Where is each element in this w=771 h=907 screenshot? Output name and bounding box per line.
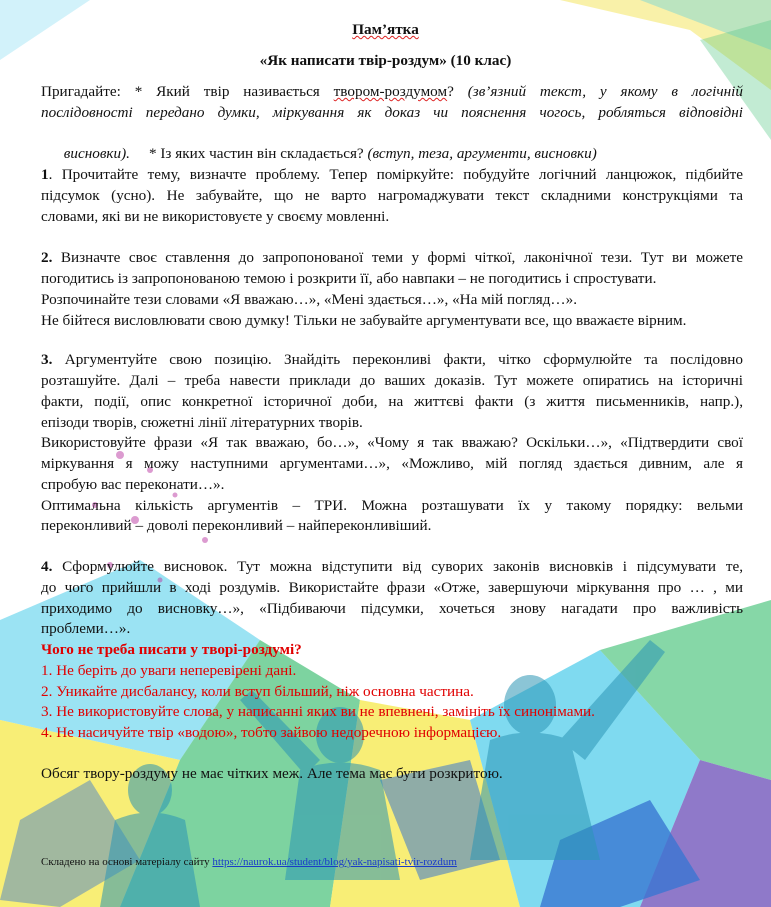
closing-note: Обсяг твору-роздуму не має чітких меж. Але тема має бути розкритою. xyxy=(41,765,503,782)
step-1-line: 1. Прочитайте тему, визначте проблему. Тепер поміркуйте: побудуйте логічний ланцюжок, підбийте xyxy=(41,166,743,183)
step-2-line: погодитись із запропонованою темою і розкрити її, або навпаки – не погодитись і спростувати. xyxy=(41,270,657,287)
warning-item: 3. Не використовуйте слова, у написанні яких ви не впевнені, замініть їх синонімами. xyxy=(41,703,595,720)
page-title: Пам’ятка xyxy=(352,21,419,38)
warnings-heading: Чого не треба писати у творі-роздумі? xyxy=(41,641,302,658)
step-2-line: Розпочинайте тези словами «Я вважаю…», «Мені здається…», «На мій погляд…». xyxy=(41,291,577,308)
intro-line: послідовності передано думки, міркування як доказ чи пояснення чогось, робляться відповідні xyxy=(41,104,743,121)
step-2-line: 2. Визначте своє ставлення до запропонованої теми у формі чіткої, лаконічної тези. Тут ви можете xyxy=(41,249,743,266)
warning-item: 2. Уникайте дисбалансу, коли вступ більший, ніж основна частина. xyxy=(41,683,474,700)
page-subtitle: «Як написати твір-роздум» (10 клас) xyxy=(259,52,512,69)
step-3-line: факти, події, опис конкретної історичної доби, на життєві факти (з життя письменників, напр.), xyxy=(41,393,743,410)
step-3-line: спробую вас переконати…». xyxy=(41,476,225,493)
step-3-line: епізоди творів, сюжетні лінії літературних творів. xyxy=(41,414,363,431)
step-4-line: 4. Сформулюйте висновок. Тут можна відступити від суворих законів висновків і підсумувати те, xyxy=(41,558,743,575)
step-3-line: Оптимальна кількість аргументів – ТРИ. Можна розташувати їх у такому порядку: вельми xyxy=(41,497,743,514)
warning-item: 4. Не насичуйте твір «водою», тобто зайвою недоречною інформацією. xyxy=(41,724,502,741)
step-1-line: словами, які ви не використовуєте у своєму мовленні. xyxy=(41,208,390,225)
step-4-line: приходимо до висновку…», «Підбиваючи підсумки, хочеться знову нагадати про важливість xyxy=(41,600,743,617)
step-4-line: до чого прийшли в ході роздумів. Використайте фрази «Отже, завершуючи міркування про … , ми xyxy=(41,579,743,596)
source-footer: Складено на основі матеріалу сайту https://naurok.ua/student/blog/yak-napisati-tvir-rozdum xyxy=(41,856,457,868)
step-1-line: підсумок (усно). Не забувайте, що не варто нагромаджувати текст складними конструкціями та xyxy=(41,187,743,204)
source-link[interactable]: https://naurok.ua/student/blog/yak-napisati-tvir-rozdum xyxy=(212,856,457,868)
warning-item: 1. Не беріть до уваги неперевірені дані. xyxy=(41,662,297,679)
intro-line: Пригадайте: * Який твір називається твором-роздумом? (зв’язний текст, у якому в логічній xyxy=(41,83,743,100)
intro-line: висновки). * Із яких частин він складається? (вступ, теза, аргументи, висновки) xyxy=(63,145,597,162)
step-3-line: Використовуйте фрази «Я так вважаю, бо…», «Чому я так вважаю? Оскільки…», «Підтвердити свої xyxy=(41,434,743,451)
step-3-line: переконливий – доволі переконливий – найпереконливіший. xyxy=(41,517,432,534)
step-4-line: проблеми…». xyxy=(41,620,131,637)
step-3-line: 3. Аргументуйте свою позицію. Знайдіть переконливі факти, чітко сформулюйте та послідовно xyxy=(41,351,743,368)
step-2-line: Не бійтеся висловлювати свою думку! Тільки не забувайте аргументувати все, що вважаєте вірним. xyxy=(41,312,687,329)
step-3-line: розташуйте. Далі – треба навести приклади до ваших доказів. Тут можете опиратись на історичні xyxy=(41,372,743,389)
step-3-line: міркування я можу наступними аргументами…», «Можливо, мій погляд здається дивним, але я xyxy=(41,455,743,472)
